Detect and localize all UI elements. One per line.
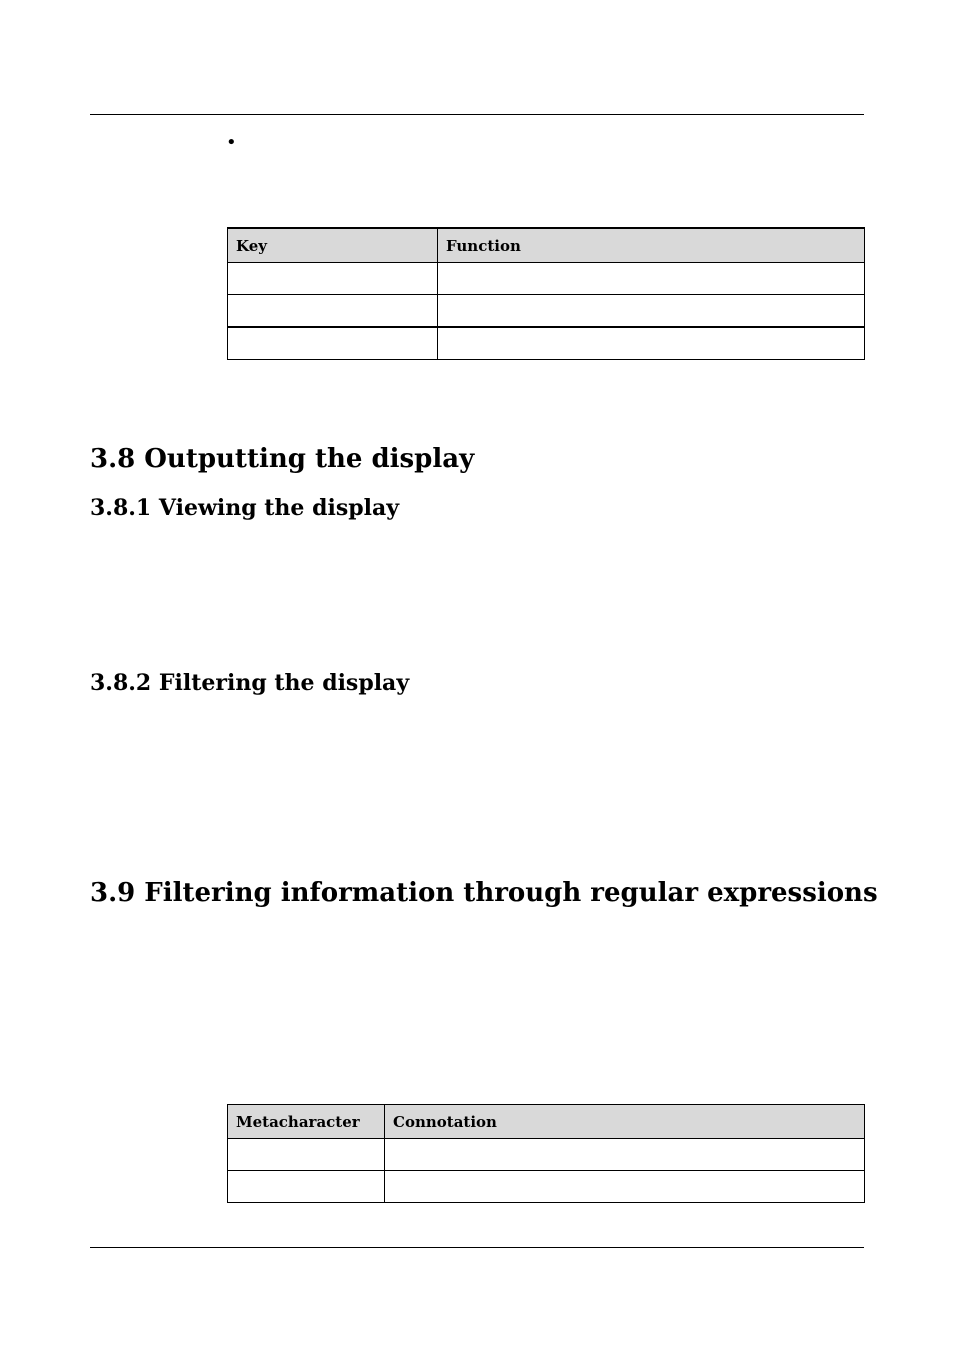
table-cell	[438, 295, 865, 328]
table-cell	[438, 263, 865, 295]
column-header-metacharacter: Metacharacter	[228, 1105, 385, 1139]
table-cell	[228, 327, 438, 360]
table-row	[228, 1139, 865, 1171]
section-heading-3-8: 3.8 Outputting the display	[90, 444, 475, 474]
table-header-row	[228, 1105, 865, 1139]
table-row	[228, 327, 865, 360]
table-cell	[228, 295, 438, 328]
table-cell	[228, 1139, 385, 1171]
table-row	[228, 1171, 865, 1203]
table-cell	[385, 1171, 865, 1203]
table-cell	[385, 1139, 865, 1171]
bullet-point: •	[226, 132, 237, 153]
footer-rule	[90, 1247, 864, 1248]
metacharacter-table	[227, 1104, 865, 1203]
table-cell	[228, 263, 438, 295]
section-heading-3-8-1: 3.8.1 Viewing the display	[90, 495, 399, 521]
column-header-function: Function	[438, 228, 865, 263]
column-header-connotation: Connotation	[385, 1105, 865, 1139]
table-header-row	[228, 228, 865, 263]
table-cell	[438, 327, 865, 360]
table-cell	[228, 1171, 385, 1203]
column-header-key: Key	[228, 228, 438, 263]
table-row	[228, 295, 865, 328]
key-function-table	[227, 227, 865, 360]
table-row	[228, 263, 865, 295]
section-heading-3-9: 3.9 Filtering information through regular expressions	[90, 878, 878, 908]
section-heading-3-8-2: 3.8.2 Filtering the display	[90, 670, 410, 696]
header-rule	[90, 114, 864, 115]
